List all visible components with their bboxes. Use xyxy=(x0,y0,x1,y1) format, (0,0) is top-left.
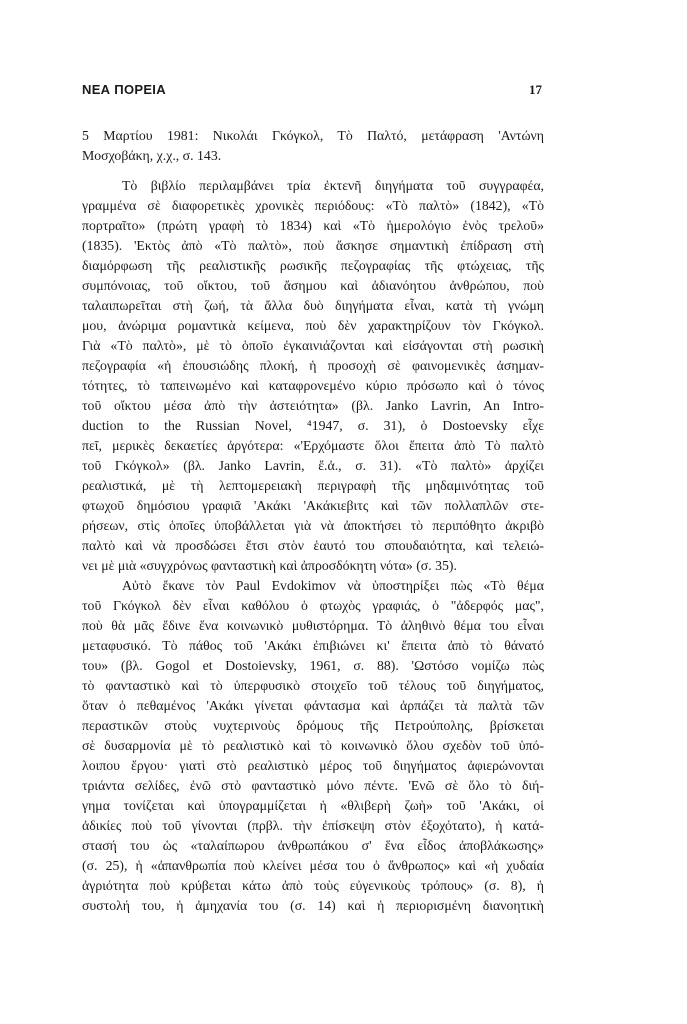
text-line: (1835). 'Εκτὸς ἀπὸ «Τὸ παλτὸ», ποὺ ἄσκησε σημαντικὴ ἐπίδραση στὴ xyxy=(82,238,544,253)
text-line: ὅταν ὁ πεθαμένος 'Ακάκι γίνεται φάντασμα καὶ ἁρπάζει τὰ παλτὰ τῶν xyxy=(82,698,544,713)
text-line: ἀγριότητα ποὺ κρύβεται κάτω ἀπὸ τοὺς εὐγενικοὺς τρόπους» (σ. 8), ἡ xyxy=(82,878,544,893)
text-line: πορτραῖτο» (πρώτη γραφὴ τὸ 1834) καὶ «Τὸ ἡμερολόγιο ἑνὸς τρελοῦ» xyxy=(82,218,544,233)
text-line: του» (βλ. Gogol et Dostoievsky, 1961, σ. 88). 'Ωστόσο νομίζω πὼς xyxy=(82,658,544,673)
text-line: ταλαιπωρεῖται στὴ ζωή, τὰ ἄλλα δυὸ διηγήματα εἶναι, κατὰ τὴ γνώμη xyxy=(82,298,544,313)
text-line: ρήσεων, στὶς ὁποῖες ὑποβάλλεται γιὰ νὰ ἀποκτήσει τὸ περιπόθητο ἀκριβὸ xyxy=(82,518,544,533)
text-line: στασή του ὡς «ταλαίπωρου ἀνθρωπάκου σ' ἕνα εἶδος ἀποβλάκωσης» xyxy=(82,838,544,853)
book-citation xyxy=(82,126,544,166)
running-head xyxy=(82,82,542,100)
citation-line: Μοσχοβάκη, χ.χ., σ. 143. xyxy=(82,148,222,163)
text-line: συμπόνοιας, τοῦ οἴκτου, τοῦ ἄσημου καὶ ἀδιανόητου ἀνθρώπου, ποὺ xyxy=(82,278,544,293)
text-line: Τὸ βιβλίο περιλαμβάνει τρία ἐκτενῆ διηγήματα τοῦ συγγραφέα, xyxy=(122,178,544,193)
text-line: τριάντα σελίδες, ἐνῶ στὸ φανταστικὸ μόνο πέντε. 'Ενῶ σὲ ὅλο τὸ διή- xyxy=(82,778,544,793)
page-number: 17 xyxy=(529,82,542,97)
text-line: φτωχοῦ δημόσιου γραφιᾶ 'Ακάκι 'Ακάκιεβιτς καὶ τῶν πολλαπλῶν στε- xyxy=(82,498,544,513)
text-line: περαστικῶν στοὺς νυχτερινοὺς δρόμους τῆς Πετρούπολης, βρίσκεται xyxy=(82,718,544,733)
text-line: ἀδικίες ποὺ τοῦ γίνονται (πρβλ. τὴν ἐπίσκεψη στὸν ἐξοχότατο), ἡ κατά- xyxy=(82,818,544,833)
text-line: τοῦ Γκόγκολ δὲν εἶναι καθόλου ὁ φτωχὸς γραφιάς, ὁ "ἀδερφός μας", xyxy=(82,598,544,613)
review-entry xyxy=(82,126,544,916)
text-line: μου, ἀνώριμα ρομαντικὰ κείμενα, ποὺ δὲν χαρακτηρίζουν τὸν Γκόγκολ. xyxy=(82,318,544,333)
text-line: τοῦ Γκόγκολ» (βλ. Janko Lavrin, ἔ.ἀ., σ. 31). «Τὸ παλτὸ» ἀρχίζει xyxy=(82,458,544,473)
text-line: πεῖ, μερικὲς δεκαετίες ἀργότερα: «'Ερχόμαστε ὅλοι ἔπειτα ἀπὸ Τὸ παλτὸ xyxy=(82,438,544,453)
text-line: νει μὲ μιὰ «συγχρόνως φανταστικὴ καὶ ἀπροσδόκητη νότα» (σ. 35). xyxy=(82,558,457,573)
paragraph-1 xyxy=(82,176,544,576)
text-line: γημα τονίζεται καὶ ὑπογραμμίζεται ἡ «θλιβερὴ ζωὴ» τοῦ 'Ακάκι, οἱ xyxy=(82,798,544,813)
paragraph-2 xyxy=(82,576,544,916)
text-line: διαμόρφωση τῆς ρεαλιστικῆς ρωσικῆς πεζογραφίας τῆς φτώχειας, τῆς xyxy=(82,258,544,273)
text-line: παλτὸ καὶ νὰ προσδώσει ἔτσι στὸν ἑαυτό του σπουδαιότητα, καὶ τελειώ- xyxy=(82,538,544,553)
text-line: τοῦ οἴκτου μέσα ἀπὸ τὴν ἀστειότητα» (βλ. Janko Lavrin, An Intro- xyxy=(82,398,544,413)
text-line: γραμμένα σὲ διαφορετικὲς χρονικὲς περιόδους: «Τὸ παλτὸ» (1842), «Τὸ xyxy=(82,198,544,213)
text-line: duction to the Russian Novel, ⁴1947, σ. 31), ὁ Dostoevsky εἶχε xyxy=(82,418,544,433)
text-line: λοιπου ἔργου· γιατὶ στὸ ρεαλιστικὸ μέρος τοῦ διηγήματος ἀφιερώνονται xyxy=(82,758,544,773)
text-line: τότητες, τὸ ταπεινωμένο καὶ καταφρονεμένο κύριο πρόσωπο καὶ ὁ τόνος xyxy=(82,378,544,393)
text-line: τὸ φανταστικὸ καὶ τὸ ὑπερφυσικὸ στοιχεῖο τοῦ τέλους τοῦ διηγήματος, xyxy=(82,678,544,693)
text-line: πεζογραφία «ἡ ἐπουσιώδης πλοκή, ἡ προσοχὴ σὲ φαινομενικὲς ἀσημαν- xyxy=(82,358,544,373)
text-line: σὲ δυσαρμονία μὲ τὸ ρεαλιστικὸ καὶ τὸ κοινωνικὸ ὅλου σχεδὸν τοῦ ὑπό- xyxy=(82,738,544,753)
text-line: Αὐτὸ ἔκανε τὸν Paul Evdokimov νὰ ὑποστηρίξει πὼς «Τὸ θέμα xyxy=(122,578,544,593)
citation-line: 5 Μαρτίου 1981: Νικολάι Γκόγκολ, Τὸ Παλτό, μετάφραση 'Αντώνη xyxy=(82,128,544,143)
text-line: (σ. 25), ἡ «ἀπανθρωπία ποὺ κλείνει μέσα του ὁ ἄνθρωπος» καὶ «ἡ χυδαία xyxy=(82,858,544,873)
text-line: μεταφυσικό. Τὸ πάθος τοῦ 'Ακάκι ἐπιβιώνει κι' ἔπειτα ἀπὸ τὸ θάνατό xyxy=(82,638,544,653)
text-line: Γιὰ «Τὸ παλτὸ», μὲ τὸ ὁποῖο ἐγκαινιάζονται καὶ εἰσάγονται στὴ ρωσικὴ xyxy=(82,338,544,353)
journal-title: ΝΕΑ ΠΟΡΕΙΑ xyxy=(82,82,166,97)
text-line: ρεαλιστικά, μὲ τὴ λεπτομερειακὴ περιγραφὴ τῆς μηδαμινότητας τοῦ xyxy=(82,478,544,493)
text-line: συστολή του, ἡ ἀμηχανία του (σ. 14) καὶ ἡ περιορισμένη διανοητικὴ xyxy=(82,898,544,913)
text-line: ποὺ θὰ μᾶς ἔδινε ἕνα κοινωνικὸ μυθιστόρημα. Τὸ ἀληθινὸ θέμα του εἶναι xyxy=(82,618,544,633)
